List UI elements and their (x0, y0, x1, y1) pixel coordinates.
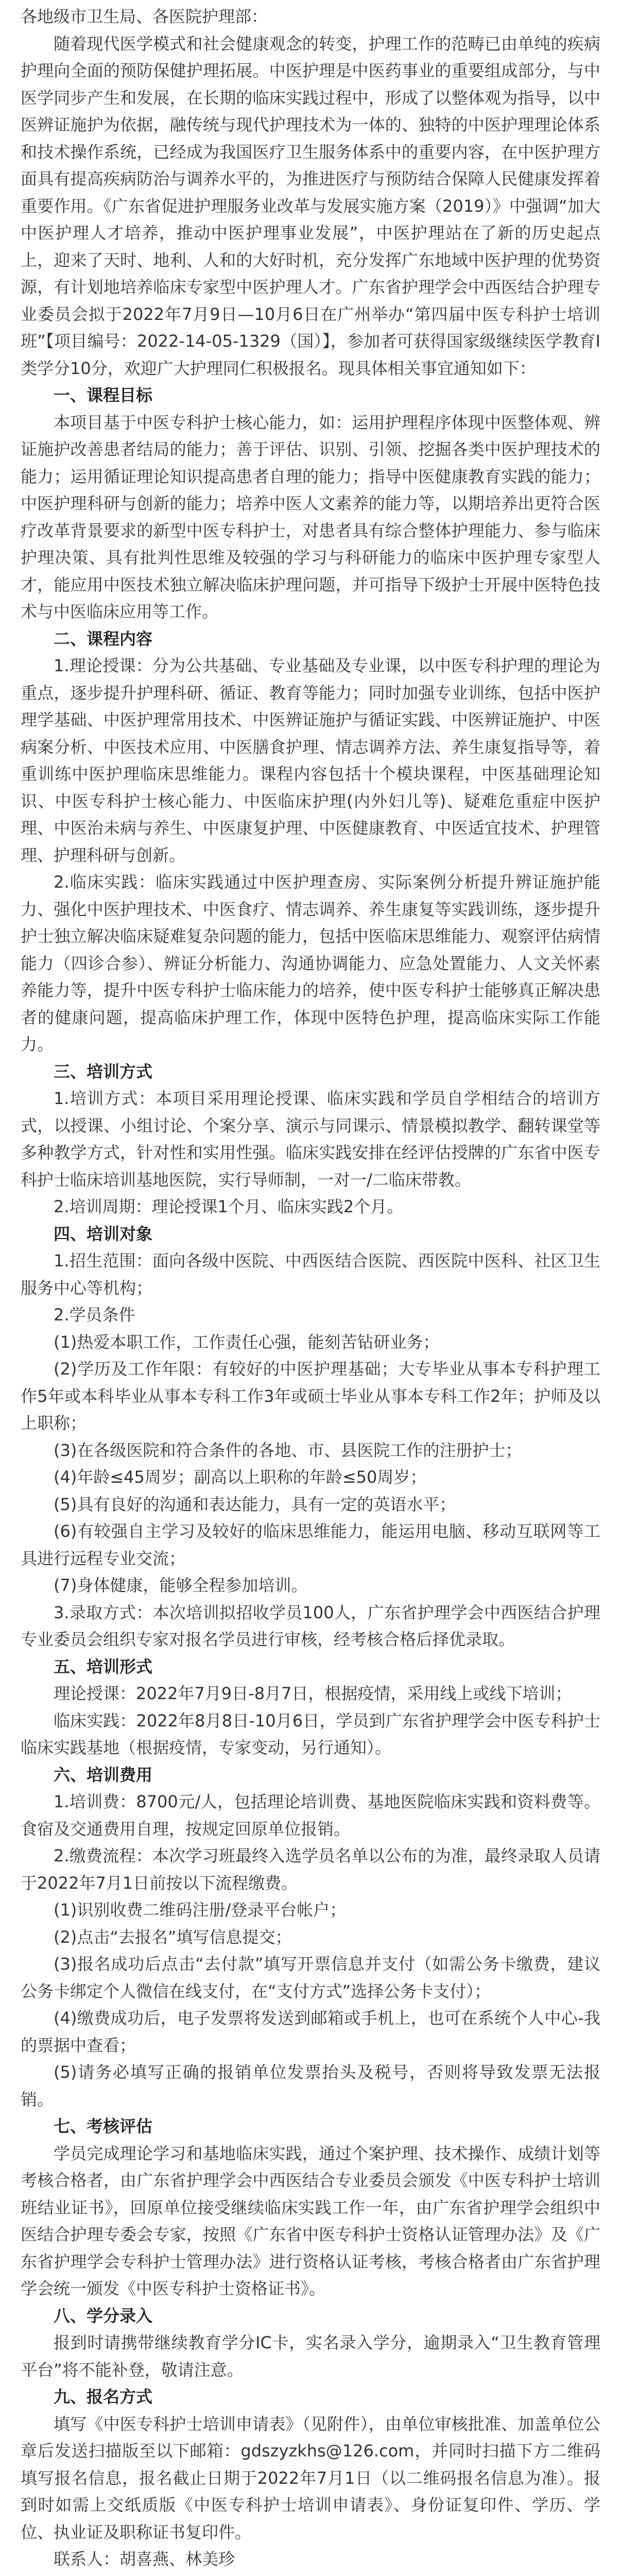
section-target (21, 1221, 600, 1653)
section-heading: 九、报名方式 (54, 2387, 153, 2406)
section-content (21, 625, 600, 1058)
section-assessment (21, 2113, 600, 2302)
intro-paragraph: 随着现代医学模式和社会健康观念的转变，护理工作的范畴已由单纯的疾病护理向全面的预防保健护理拓展。中医护理是中医药事业的重要组成部分，与中医学同步产生和发展，在长期的临床实践过程中，形成了以整体观为指导，以中医辨证施护为依据，融传统与现代护理技术为一体的、独特的中医护理理论体系和技术操作系统，已经成为我国医疗卫生服务体系中的重要内容，在中医护理方面具有提高疾病防治与调养水平的，为推进医疗与预防结合保障人民健康发挥着重要作用。《广东省促进护理服务业改革与发展实施方案（2019）》中强调“加大中医护理人才培养，推动中医护理事业发展”，中医护理站在了新的历史起点上，迎来了天时、地利、人和的大好时机，充分发挥广东地域中医护理的优势资源，有计划地培养临床专家型中医护理人才。广东省护理学会中西医结合护理专业委员会拟于2022年7月9日—10月6日在广州举办“第四届中医专科护士培训班”【项目编号：2022-14-05-1329（国）】，参加者可获得国家级继续医学教育I类学分10分，欢迎广大护理同仁积极报名。现具体相关事宜通知如下： (21, 33, 600, 378)
section-paragraph: 1.理论授课：分为公共基础、专业基础及专业课，以中医专科护理的理论为重点，逐步提升护理科研、循证、教育等能力；同时加强专业训练，包括中医护理学基础、中医护理常用技术、中医辨证施护与循证实践、中医辨证施护、中医病案分析、中医技术应用、中医膳食护理、情志调养方法、养生康复指导等，着重训练中医护理临床思维能力。课程内容包括十个模块课程，中医基础理论知识、中医专科护士核心能力、中医临床护理(内外妇儿等)、疑难危重症中医护理、中医治未病与养生、中医康复护理、中医健康教育、中医适宜技术、护理管理、护理科研与创新。 (21, 656, 600, 865)
section-paragraph: (5)请务必填写正确的报销单位发票抬头及税号，否则将导致发票无法报销。 (21, 2062, 600, 2109)
section-paragraph: 本项目基于中医专科护士核心能力，如：运用护理程序体现中医整体观、辨证施护改善患者结局的能力；善于评估、识别、引领、挖掘各类中医护理技术的能力；运用循证理论知识提高患者自理的能力；指导中医健康教育实践的能力；中医护理科研与创新的能力；培养中医人文素养的能力等，以期培养出更符合医疗改革背景要求的新型中医专科护士，对患者具有综合整体护理能力、参与临床护理决策、具有批判性思维及较强的学习与科研能力的临床中医护理专家型人才，能应用中医技术独立解决临床护理问题，并可指导下级护士开展中医特色技术与中医临床应用等工作。 (21, 412, 600, 621)
section-heading: 八、学分录入 (54, 2306, 153, 2326)
section-heading: 四、培训对象 (54, 1224, 153, 1244)
section-paragraph: (3)报名成功后点击“去付款”填写开票信息并支付（如需公务卡缴费，建议公务卡绑定个人微信在线支付，在“支付方式”选择公务卡支付）； (21, 1954, 600, 2001)
section-heading: 一、课程目标 (54, 385, 153, 405)
section-paragraph: (6)有较强自主学习及较好的临床思维能力，能运用电脑、移动互联网等工具进行远程专业交流； (21, 1521, 600, 1568)
addressee: 各地级市卫生局、各医院护理部： (21, 7, 268, 26)
section-format (21, 1653, 600, 1761)
section-paragraph: 2.缴费流程：本次学习班最终入选学员名单以公布的为准，最终录取人员请于2022年7月1日前按以下流程缴费。 (21, 1846, 600, 1893)
section-paragraph: (7)身体健康，能够全程参加培训。 (54, 1575, 308, 1595)
contact-line (21, 2573, 600, 2576)
section-paragraph: (5)具有良好的沟通和表达能力，具有一定的英语水平； (54, 1494, 456, 1514)
section-heading: 二、课程内容 (54, 629, 153, 649)
section-credits (21, 2302, 600, 2384)
section-paragraph: 临床实践：2022年8月8日-10月6日，学员到广东省护理学会中医专科护士临床实践基地（根据疫情，专家变动，另行通知）。 (21, 1710, 600, 1757)
contact-persons: 联系人：胡喜燕、林美珍 (54, 2549, 235, 2569)
section-paragraph: 2.学员条件 (54, 1305, 135, 1325)
section-heading: 六、培训费用 (54, 1765, 153, 1785)
section-paragraph: (2)学历及工作年限：有较好的中医护理基础；大专毕业从事本专科护理工作5年或本科毕业从事本专科工作3年或硕士毕业从事本专科工作2年；护师及以上职称； (21, 1359, 600, 1433)
section-paragraph: 学员完成理论学习和基地临床实践，通过个案护理、技术操作、成绩计划等考核合格者，由广东省护理学会中西医结合专业委员会颁发《中医专科护士培训班结业证书》，回原单位接受继续临床实践工作一年，由广东省护理学会组织中医结合护理专委会专家，按照《广东省中医专科护士资格认证管理办法》及《广东省护理学会专科护士管理办法》进行资格认证考核，考核合格者由广东省护理学会统一颁发《中医专科护士资格证书》。 (21, 2143, 600, 2298)
section-paragraph: 1.招生范围：面向各级中医院、中西医结合医院、西医院中医科、社区卫生服务中心等机构； (21, 1251, 600, 1298)
section-paragraph: (1)热爱本职工作，工作责任心强，能刻苦钻研业务； (54, 1332, 440, 1352)
section-paragraph: 3.录取方式：本次培训拟招收学员100人，广东省护理学会中西医结合护理专业委员会组织专家对报名学员进行审核，经考核合格后择优录取。 (21, 1602, 600, 1649)
section-paragraph: 报到时请携带继续教育学分IC卡，实名录入学分，逾期录入“卫生教育管理平台”将不能补登，敬请注意。 (21, 2333, 600, 2380)
section-paragraph: 填写《中医专科护士培训申请表》（见附件），由单位审核批准、加盖单位公章后发送扫描版至以下邮箱：gdszyzkhs@126.com，并同时扫描下方二维码填写报名信息，报名截止日期于2022年7月1日（以二维码报名信息为准）。报到时如需上交纸质版《中医专科护士培训申请表》、身份证复印件、学历、学位、执业证及职称证书复印件。 (21, 2414, 600, 2542)
section-paragraph: 1.培训方式：本项目采用理论授课、临床实践和学员自学相结合的培训方式，以授课、小组讨论、个案分享、演示与同课示、情景模拟教学、翻转课堂等多种教学方式，针对性和实用性强。临床实践安排在经评估授牌的广东省中医专科护士临床培训基地医院，实行导师制，一对一/二临床带教。 (21, 1089, 600, 1190)
section-heading: 三、培训方式 (54, 1061, 153, 1081)
section-paragraph: (1)识别收费二维码注册/登录平台帐户； (54, 1900, 347, 1920)
section-paragraph: (4)缴费成功后，电子发票将发送到邮箱或手机上，也可在系统个人中心-我的票据中查看； (21, 2008, 600, 2055)
section-fees (21, 1761, 600, 2113)
section-paragraph: (2)点击“去报名”填写信息提交； (54, 1927, 292, 1947)
section-heading: 五、培训形式 (54, 1656, 153, 1676)
section-goals (21, 382, 600, 625)
section-paragraph: 2.培训周期：理论授课1个月、临床实践2个月。 (54, 1197, 404, 1216)
section-paragraph: (4)年龄≤45周岁；副高以上职称的年龄≤50周岁； (54, 1467, 427, 1487)
section-heading: 七、考核评估 (54, 2116, 153, 2136)
notice-document (21, 3, 600, 2576)
section-registration (21, 2383, 600, 2573)
section-paragraph: 1.培训费：8700元/人，包括理论培训费、基地医院临床实践和资料费等。食宿及交通费用自理，按规定回原单位报销。 (21, 1792, 600, 1839)
section-paragraph: 理论授课：2022年7月9日-8月7日，根据疫情，采用线上或线下培训； (54, 1684, 572, 1703)
section-paragraph: 2.临床实践：临床实践通过中医护理查房、实际案例分析提升辨证施护能力、强化中医护理技术、中医食疗、情志调养、养生康复等实践训练，逐步提升护士独立解决临床疑难复杂问题的能力，包括中医临床思维能力、观察评估病情能力（四诊合参）、辨证分析能力、沟通协调能力、应急处置能力、人文关怀素养能力等，提升中医专科护士临床能力的培养，使中医专科护士能够真正解决患者的健康问题，提高临床护理工作，体现中医特色护理，提高临床实际工作能力。 (21, 872, 600, 1054)
section-paragraph: (3)在各级医院和符合条件的各地、市、县医院工作的注册护士； (54, 1440, 522, 1460)
section-method (21, 1058, 600, 1221)
